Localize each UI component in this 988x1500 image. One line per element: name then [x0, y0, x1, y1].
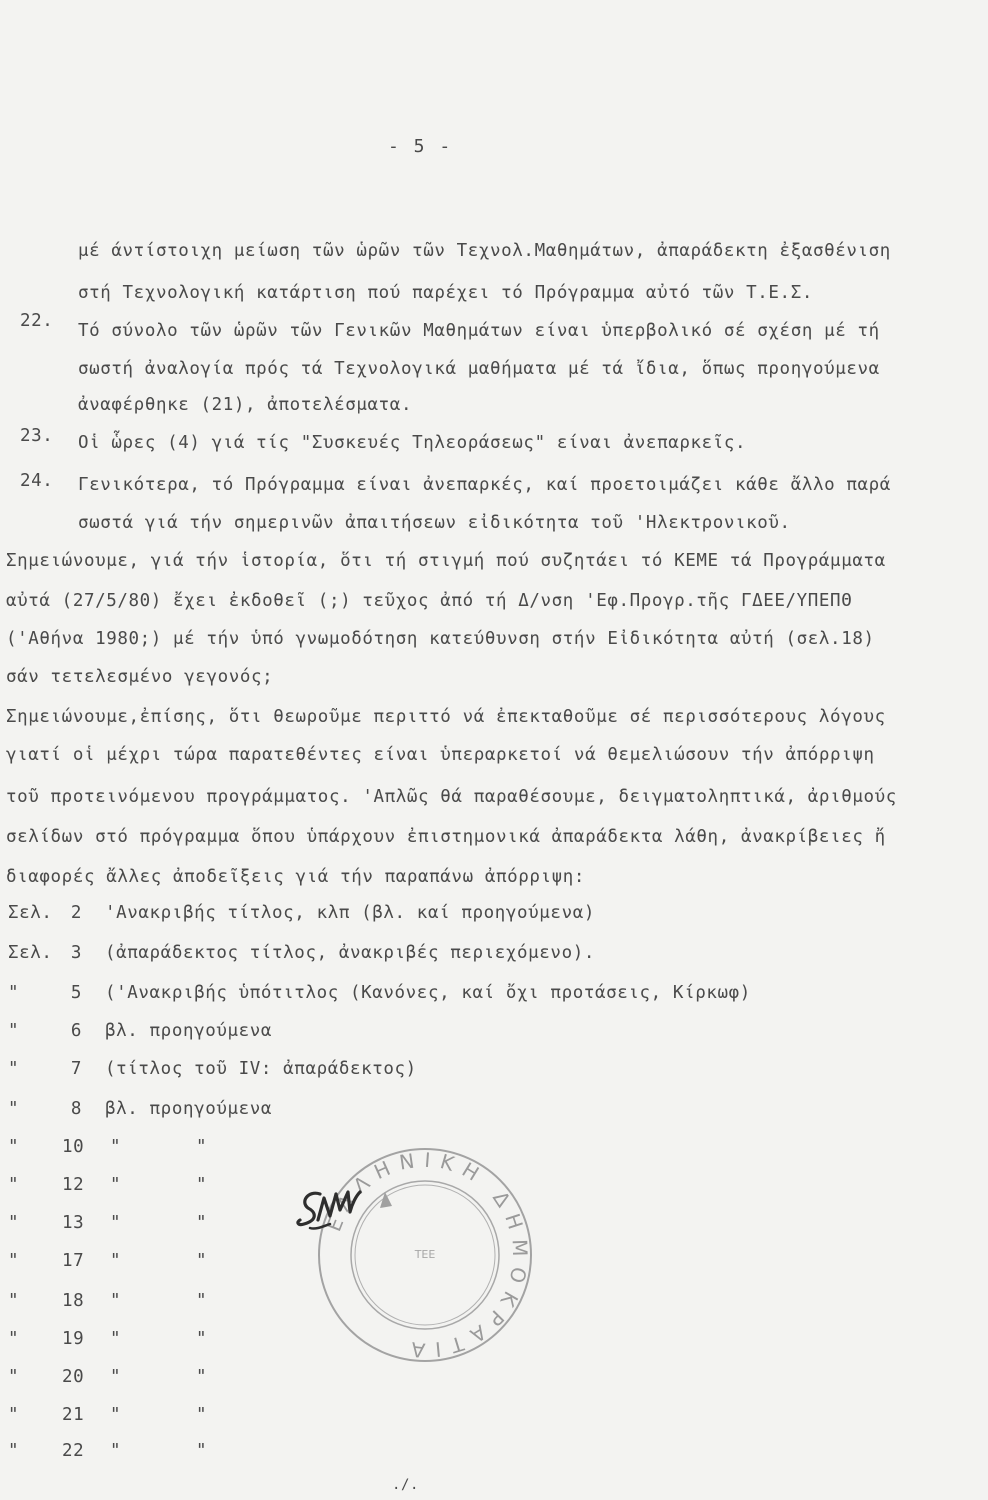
list-item	[0, 1058, 988, 1082]
list-label: "	[8, 983, 20, 1003]
text-line: διαφορές ἄλλες ἀποδεῖξεις γιά τήν παραπάνω ἀπόρριψη:	[6, 867, 586, 887]
list-page-number: 17	[62, 1251, 85, 1271]
text-line: στή Τεχνολογική κατάρτιση πού παρέχει τό Πρόγραμμα αὐτό τῶν Τ.Ε.Σ.	[78, 283, 813, 303]
text-line: Σημειώνουμε,ἐπίσης, ὅτι θεωροῦμε περιττό νά ἐπεκταθοῦμε σέ περισσότερους λόγους	[6, 707, 886, 727]
list-item	[0, 902, 988, 926]
text-line: σελίδων στό πρόγραμμα ὅπου ὑπάρχουν ἐπιστημονικά ἀπαράδεκτα λάθη, ἀνακρίβειες ἤ	[6, 827, 886, 847]
list-ditto: "	[196, 1291, 208, 1311]
text-line: Οἱ ὧρες (4) γιά τίς "Συσκευές Τηλεοράσεως" είναι ἀνεπαρκεῖς.	[78, 433, 747, 453]
text-line: ἀναφέρθηκε (21), ἀποτελέσματα.	[78, 395, 413, 415]
list-item	[0, 1020, 988, 1044]
text-line: γιατί οἱ μέχρι τώρα παρατεθέντες είναι ὑπεραρκετοί νά θεμελιώσουν τήν ἀπόρριψη	[6, 745, 875, 765]
official-stamp	[310, 1140, 540, 1370]
list-ditto: "	[110, 1367, 122, 1387]
list-page-number: 21	[62, 1405, 85, 1425]
list-ditto: "	[110, 1251, 122, 1271]
list-page-number: 10	[62, 1137, 85, 1157]
list-label: "	[8, 1059, 20, 1079]
list-item	[0, 942, 988, 966]
list-page-number: 2	[70, 903, 82, 923]
list-page-number: 20	[62, 1367, 85, 1387]
list-text: ('Ανακριβής ὑπότιτλος (Κανόνες, καί ὄχι προτάσεις, Κίρκωφ)	[105, 983, 751, 1003]
stamp-outer-text: ΕΛΛΗΝΙΚΗ ΔΗΜΟΚΡΑΤΙΑ	[321, 1147, 533, 1363]
list-label: "	[8, 1175, 20, 1195]
list-ditto: "	[110, 1329, 122, 1349]
list-label: "	[8, 1441, 20, 1461]
list-text: βλ. προηγούμενα	[105, 1099, 273, 1119]
list-label: "	[8, 1291, 20, 1311]
list-item	[0, 982, 988, 1006]
list-item	[0, 1404, 988, 1428]
list-label: "	[8, 1251, 20, 1271]
list-ditto: "	[110, 1441, 122, 1461]
list-label: "	[8, 1137, 20, 1157]
text-line: Σημειώνουμε, γιά τήν ἱστορία, ὅτι τή στιγμή πού συζητάει τό ΚΕΜΕ τά Προγράμματα	[6, 551, 886, 571]
list-item	[0, 1440, 988, 1464]
signature	[290, 1180, 380, 1250]
list-ditto: "	[196, 1405, 208, 1425]
text-line: μέ άντίστοιχη μείωση τῶν ὡρῶν τῶν Τεχνολ.Μαθημάτων, ἀπαράδεκτη ἐξασθένιση	[78, 241, 891, 261]
list-label: Σελ.	[8, 903, 53, 923]
list-text: (ἀπαράδεκτος τίτλος, ἀνακριβές περιεχόμενο).	[105, 943, 595, 963]
list-page-number: 7	[70, 1059, 82, 1079]
stamp-inner-text: ΤΕΕ	[414, 1248, 436, 1261]
continuation-mark: ./.	[392, 1477, 420, 1493]
text-line: Τό σύνολο τῶν ὡρῶν τῶν Γενικῶν Μαθημάτων είναι ὑπερβολικό σέ σχέση μέ τή	[78, 321, 880, 341]
text-line: ('Αθήνα 1980;) μέ τήν ὑπό γνωμοδότηση κατεύθυνση στήν Εἰδικότητα αὐτή (σελ.18)	[6, 629, 875, 649]
text-line: σωστά γιά τήν σημερινῶν ἀπαιτήσεων εἰδικότητα τοῦ 'Ηλεκτρονικοῦ.	[78, 513, 791, 533]
list-label: "	[8, 1099, 20, 1119]
list-ditto: "	[196, 1213, 208, 1233]
list-text: (τίτλος τοῦ IV: ἀπαράδεκτος)	[105, 1059, 417, 1079]
item-number: 23.	[20, 426, 54, 446]
list-label: "	[8, 1329, 20, 1349]
list-ditto: "	[110, 1137, 122, 1157]
text-line: αὐτά (27/5/80) ἔχει ἐκδοθεῖ (;) τεῦχος ἀπό τή Δ/νση 'Εφ.Προγρ.τῆς ΓΔΕΕ/ΥΠΕΠΘ	[6, 591, 853, 611]
list-ditto: "	[110, 1213, 122, 1233]
list-page-number: 8	[70, 1099, 82, 1119]
list-label: "	[8, 1367, 20, 1387]
list-page-number: 3	[70, 943, 82, 963]
list-ditto: "	[196, 1251, 208, 1271]
list-ditto: "	[196, 1329, 208, 1349]
list-text: βλ. προηγούμενα	[105, 1021, 273, 1041]
list-ditto: "	[110, 1405, 122, 1425]
list-ditto: "	[196, 1137, 208, 1157]
text-line: σωστή ἀναλογία πρός τά Τεχνολογικά μαθήματα μέ τά ἴδια, ὅπως προηγούμενα	[78, 359, 880, 379]
list-label: Σελ.	[8, 943, 53, 963]
list-page-number: 5	[70, 983, 82, 1003]
page-number: - 5 -	[388, 136, 453, 157]
list-page-number: 13	[62, 1213, 85, 1233]
list-page-number: 22	[62, 1441, 85, 1461]
list-page-number: 12	[62, 1175, 85, 1195]
list-text: 'Ανακριβής τίτλος, κλπ (βλ. καί προηγούμενα)	[105, 903, 595, 923]
list-ditto: "	[110, 1291, 122, 1311]
list-label: "	[8, 1021, 20, 1041]
list-ditto: "	[196, 1441, 208, 1461]
text-line: Γενικότερα, τό Πρόγραμμα είναι ἀνεπαρκές, καί προετοιμάζει κάθε ἄλλο παρά	[78, 475, 891, 495]
list-ditto: "	[196, 1367, 208, 1387]
list-page-number: 6	[70, 1021, 82, 1041]
list-page-number: 19	[62, 1329, 85, 1349]
list-label: "	[8, 1405, 20, 1425]
list-ditto: "	[196, 1175, 208, 1195]
item-number: 22.	[20, 311, 54, 331]
list-ditto: "	[110, 1175, 122, 1195]
text-line: τοῦ προτεινόμενου προγράμματος. 'Απλῶς θά παραθέσουμε, δειγματοληπτικά, ἀριθμούς	[6, 787, 897, 807]
list-item	[0, 1098, 988, 1122]
item-number: 24.	[20, 471, 54, 491]
list-label: "	[8, 1213, 20, 1233]
list-page-number: 18	[62, 1291, 85, 1311]
text-line: σάν τετελεσμένο γεγονός;	[6, 667, 274, 687]
